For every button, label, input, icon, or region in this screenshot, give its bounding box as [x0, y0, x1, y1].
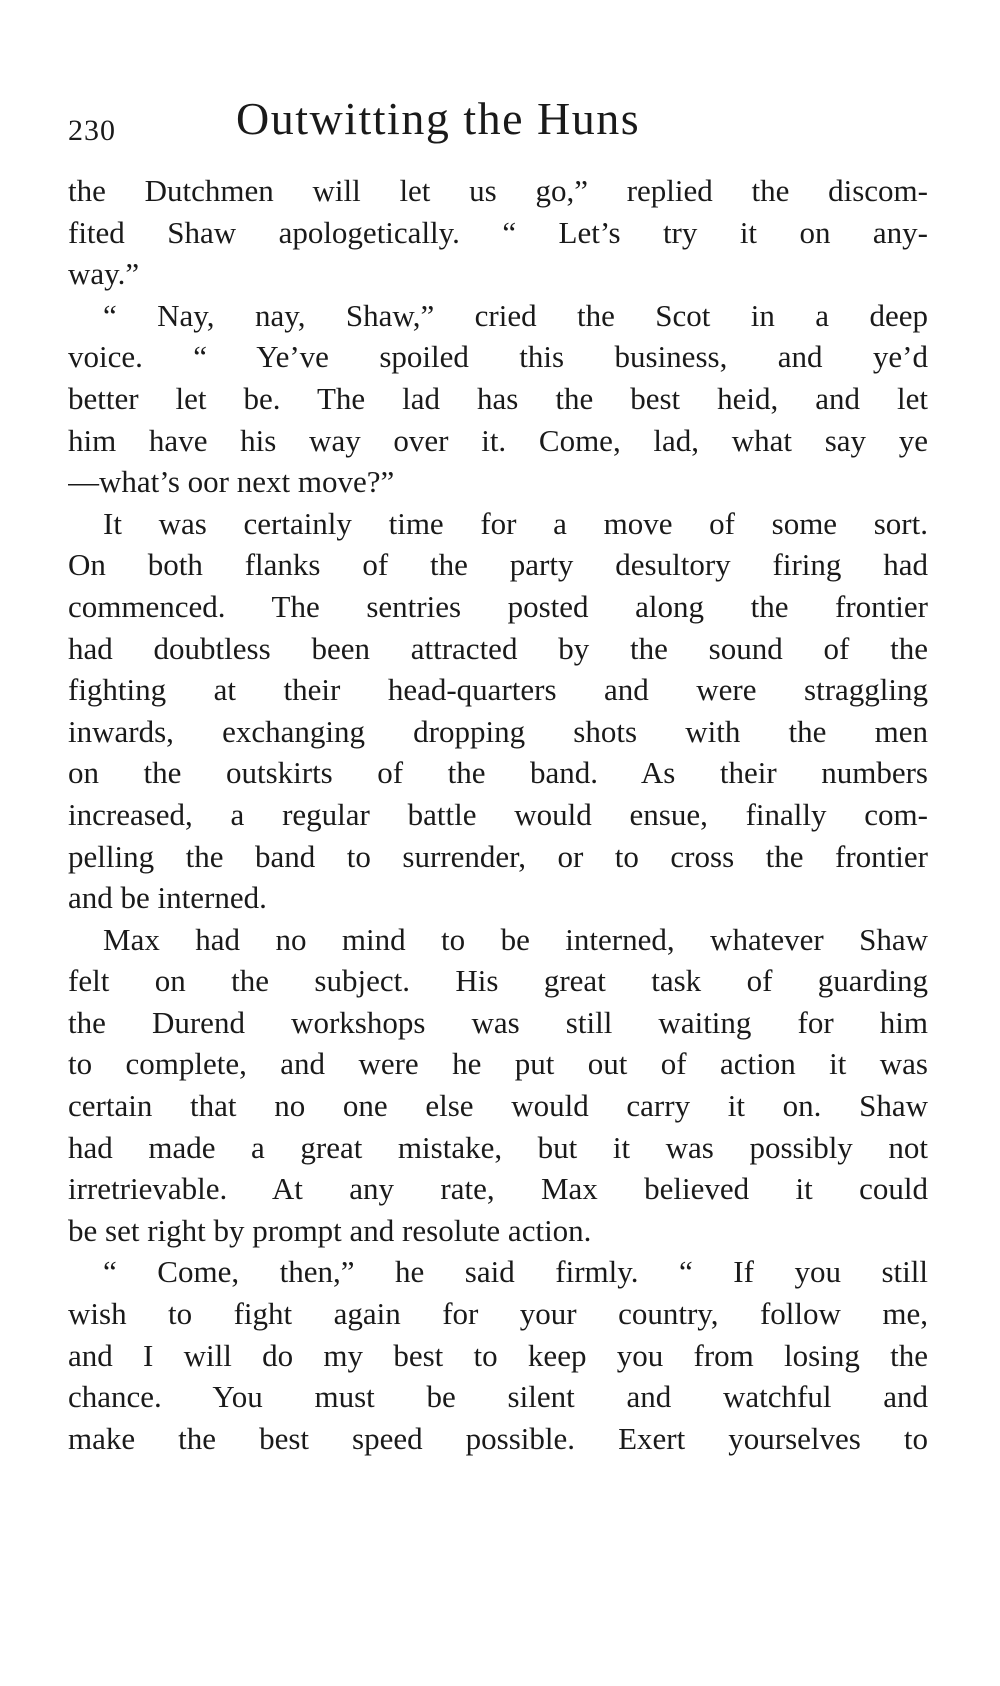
text-line: chance. You must be silent and watchful and: [68, 1379, 928, 1415]
text-line: wish to fight again for your country, follow me,: [68, 1296, 928, 1332]
running-title: Outwitting the Huns: [236, 93, 641, 144]
body-text: [68, 170, 928, 1459]
text-line: felt on the subject. His great task of guarding: [68, 963, 928, 999]
text-line: be set right by prompt and resolute action.: [68, 1212, 592, 1248]
text-line: fighting at their head-quarters and were straggling: [68, 672, 928, 708]
text-line: way.”: [68, 256, 140, 292]
page-header: [68, 92, 928, 152]
text-line: the Durend workshops was still waiting for him: [68, 1004, 928, 1040]
text-line: irretrievable. At any rate, Max believed it could: [68, 1171, 928, 1207]
text-line: on the outskirts of the band. As their numbers: [68, 755, 928, 791]
text-line: make the best speed possible. Exert yourselves to: [68, 1420, 928, 1456]
text-line: —what’s oor next move?”: [68, 464, 395, 500]
text-line: “ Nay, nay, Shaw,” cried the Scot in a deep: [103, 297, 928, 333]
text-line: Max had no mind to be interned, whatever Shaw: [103, 921, 928, 957]
text-line: had made a great mistake, but it was possibly not: [68, 1129, 928, 1165]
text-line: commenced. The sentries posted along the frontier: [68, 588, 928, 624]
text-line: had doubtless been attracted by the sound of the: [68, 630, 928, 666]
text-line: fited Shaw apologetically. “ Let’s try it on any-: [68, 214, 928, 250]
text-line: certain that no one else would carry it on. Shaw: [68, 1088, 928, 1124]
text-line: and be interned.: [68, 880, 267, 916]
text-line: him have his way over it. Come, lad, what say ye: [68, 422, 928, 458]
text-line: It was certainly time for a move of some sort.: [103, 505, 928, 541]
text-line: “ Come, then,” he said firmly. “ If you still: [103, 1254, 928, 1290]
text-line: increased, a regular battle would ensue, finally com-: [68, 796, 928, 832]
text-line: voice. “ Ye’ve spoiled this business, and ye’d: [68, 339, 928, 375]
page-number: 230: [68, 114, 116, 147]
text-line: the Dutchmen will let us go,” replied the discom-: [68, 173, 928, 208]
text-line: better let be. The lad has the best heid, and let: [68, 380, 928, 416]
text-line: On both flanks of the party desultory firing had: [68, 547, 928, 583]
text-line: to complete, and were he put out of action it was: [68, 1046, 928, 1082]
text-line: inwards, exchanging dropping shots with the men: [68, 713, 928, 749]
text-line: and I will do my best to keep you from losing the: [68, 1337, 928, 1373]
text-line: pelling the band to surrender, or to cross the frontier: [68, 838, 928, 874]
